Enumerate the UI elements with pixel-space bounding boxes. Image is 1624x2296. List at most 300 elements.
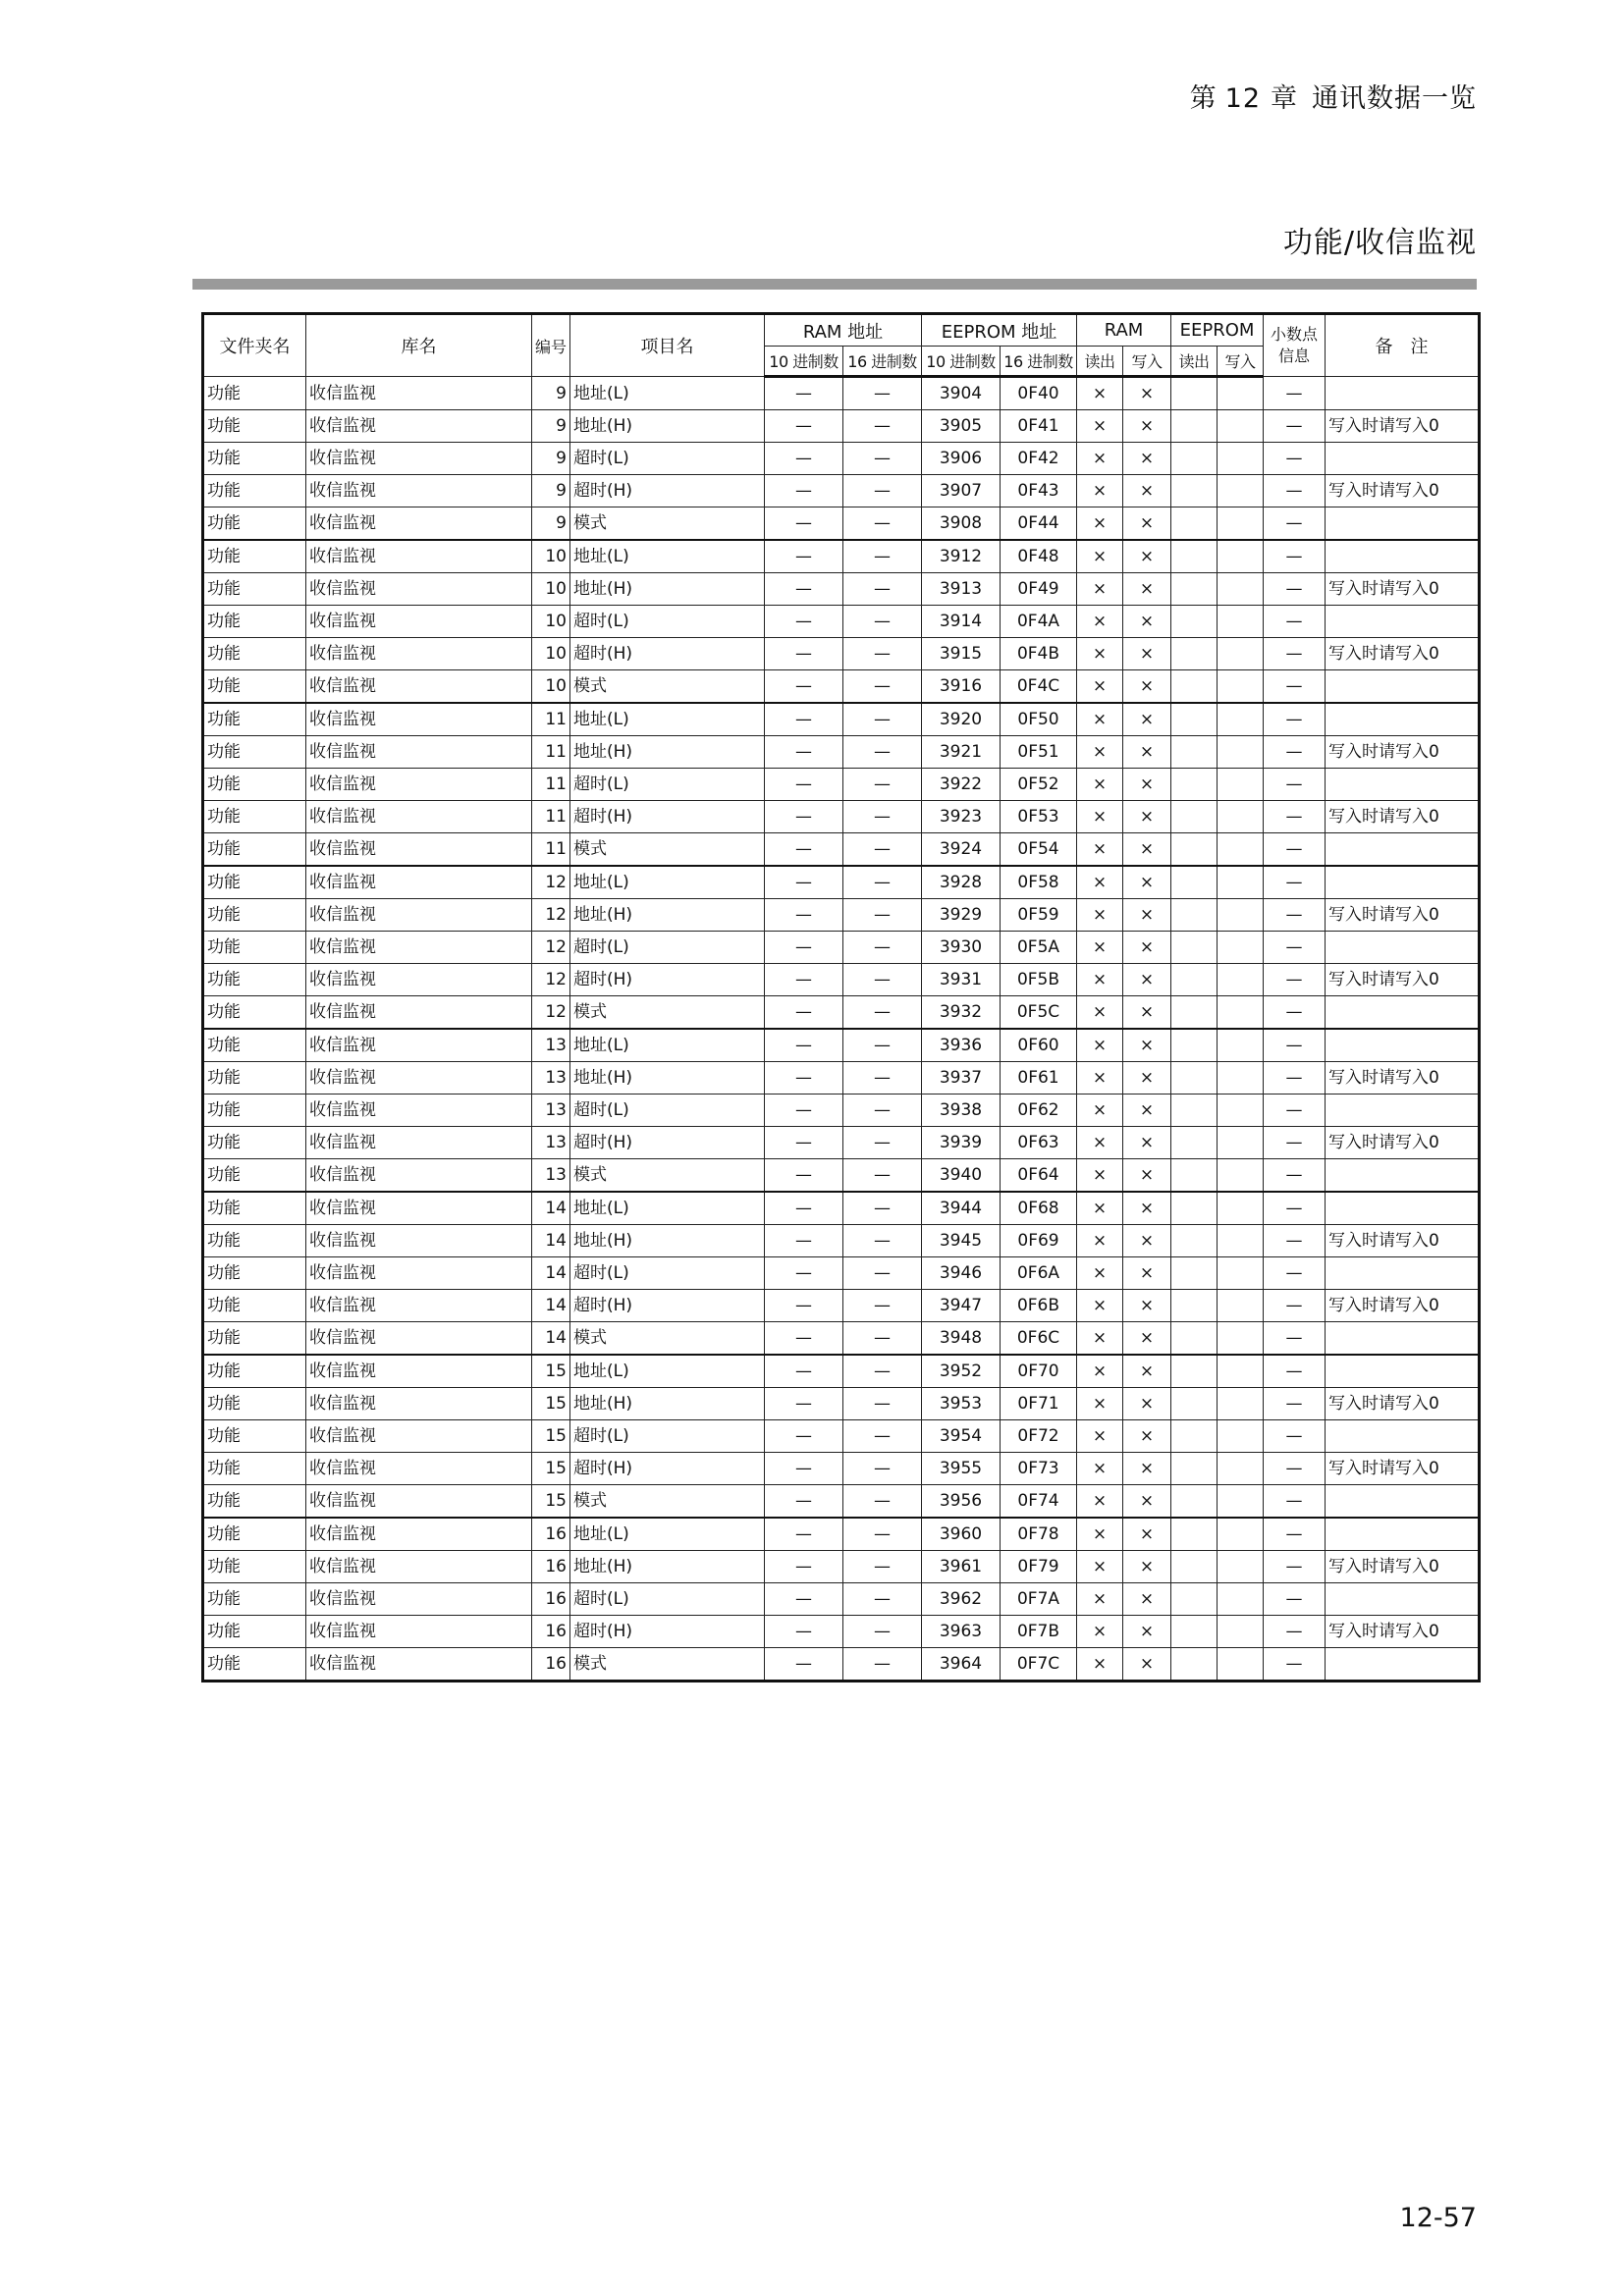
col-library: 库名 [306, 314, 532, 377]
cell-note [1326, 670, 1480, 704]
cell-ram-w: × [1123, 1322, 1171, 1356]
cell-library: 收信监视 [306, 638, 532, 670]
cell-no: 12 [532, 996, 570, 1030]
cell-ram10: — [765, 1355, 843, 1388]
cell-library: 收信监视 [306, 801, 532, 833]
col-ram-read: 读出 [1077, 347, 1123, 377]
cell-folder: 功能 [203, 1127, 306, 1159]
cell-folder: 功能 [203, 1648, 306, 1682]
cell-note: 写入时请写入0 [1326, 736, 1480, 769]
cell-ee-r [1171, 1225, 1218, 1257]
cell-ee16: 0F42 [1001, 443, 1077, 475]
cell-item: 超时(H) [570, 1453, 765, 1485]
cell-ram-r: × [1077, 1159, 1123, 1193]
cell-ee10: 3946 [922, 1257, 1001, 1290]
cell-ram-r: × [1077, 1616, 1123, 1648]
cell-no: 10 [532, 638, 570, 670]
cell-item: 地址(L) [570, 1355, 765, 1388]
cell-ee-w [1218, 1257, 1264, 1290]
cell-ram10: — [765, 1290, 843, 1322]
cell-ee10: 3920 [922, 703, 1001, 736]
chapter-suffix: 章 [1271, 83, 1298, 114]
cell-ee-r [1171, 1518, 1218, 1551]
cell-folder: 功能 [203, 638, 306, 670]
cell-ee-r [1171, 1322, 1218, 1356]
cell-ram10: — [765, 670, 843, 704]
cell-no: 15 [532, 1355, 570, 1388]
cell-ee10: 3937 [922, 1062, 1001, 1095]
cell-ram16: — [843, 1095, 922, 1127]
cell-ram10: — [765, 1518, 843, 1551]
cell-ee16: 0F6C [1001, 1322, 1077, 1356]
cell-item: 地址(H) [570, 1388, 765, 1420]
cell-ram16: — [843, 1355, 922, 1388]
cell-note: 写入时请写入0 [1326, 573, 1480, 606]
cell-ram-w: × [1123, 638, 1171, 670]
table-row [203, 1648, 1480, 1682]
cell-ram16: — [843, 899, 922, 932]
cell-ee10: 3931 [922, 964, 1001, 996]
cell-ee-r [1171, 410, 1218, 443]
cell-ee10: 3912 [922, 540, 1001, 573]
cell-ram16: — [843, 736, 922, 769]
cell-ee-r [1171, 443, 1218, 475]
cell-note: 写入时请写入0 [1326, 475, 1480, 507]
cell-ee10: 3961 [922, 1551, 1001, 1583]
cell-ram16: — [843, 801, 922, 833]
cell-ram16: — [843, 1388, 922, 1420]
col-folder: 文件夹名 [203, 314, 306, 377]
cell-ram-w: × [1123, 1159, 1171, 1193]
cell-ee16: 0F54 [1001, 833, 1077, 867]
cell-item: 超时(L) [570, 606, 765, 638]
cell-folder: 功能 [203, 1257, 306, 1290]
cell-ram-r: × [1077, 1355, 1123, 1388]
cell-dp: — [1264, 573, 1326, 606]
cell-ee10: 3928 [922, 866, 1001, 899]
cell-dp: — [1264, 1616, 1326, 1648]
cell-ram-w: × [1123, 573, 1171, 606]
cell-note [1326, 1583, 1480, 1616]
table-row [203, 1127, 1480, 1159]
cell-item: 超时(H) [570, 1616, 765, 1648]
cell-note [1326, 1257, 1480, 1290]
cell-ee-r [1171, 540, 1218, 573]
cell-item: 模式 [570, 507, 765, 541]
table-row [203, 833, 1480, 867]
cell-ee-w [1218, 443, 1264, 475]
cell-dp: — [1264, 443, 1326, 475]
cell-ram-r: × [1077, 1648, 1123, 1682]
cell-no: 13 [532, 1127, 570, 1159]
cell-dp: — [1264, 1551, 1326, 1583]
cell-ram-r: × [1077, 801, 1123, 833]
cell-note [1326, 703, 1480, 736]
cell-folder: 功能 [203, 540, 306, 573]
table-row [203, 1225, 1480, 1257]
cell-no: 10 [532, 670, 570, 704]
cell-dp: — [1264, 1062, 1326, 1095]
cell-ee-r [1171, 1290, 1218, 1322]
cell-ram16: — [843, 410, 922, 443]
cell-ee16: 0F72 [1001, 1420, 1077, 1453]
cell-ee16: 0F63 [1001, 1127, 1077, 1159]
cell-ram-r: × [1077, 1551, 1123, 1583]
table-row [203, 1420, 1480, 1453]
cell-ram16: — [843, 1518, 922, 1551]
cell-ram-w: × [1123, 866, 1171, 899]
table-row [203, 1095, 1480, 1127]
cell-ee10: 3953 [922, 1388, 1001, 1420]
cell-no: 9 [532, 507, 570, 541]
cell-ee-w [1218, 475, 1264, 507]
cell-item: 超时(H) [570, 475, 765, 507]
cell-no: 13 [532, 1029, 570, 1062]
cell-ram10: — [765, 996, 843, 1030]
cell-ee-r [1171, 1257, 1218, 1290]
cell-ee16: 0F50 [1001, 703, 1077, 736]
cell-ram10: — [765, 964, 843, 996]
cell-ram-w: × [1123, 1192, 1171, 1225]
cell-ram10: — [765, 1062, 843, 1095]
section-title: 功能/收信监视 [1282, 226, 1477, 260]
cell-ee16: 0F58 [1001, 866, 1077, 899]
cell-ee10: 3945 [922, 1225, 1001, 1257]
cell-ram-w: × [1123, 443, 1171, 475]
cell-note [1326, 932, 1480, 964]
cell-ram16: — [843, 996, 922, 1030]
cell-note [1326, 1518, 1480, 1551]
cell-ee10: 3929 [922, 899, 1001, 932]
cell-no: 12 [532, 964, 570, 996]
cell-no: 9 [532, 443, 570, 475]
cell-ee10: 3936 [922, 1029, 1001, 1062]
cell-no: 15 [532, 1420, 570, 1453]
table-row [203, 1616, 1480, 1648]
cell-item: 超时(H) [570, 1127, 765, 1159]
cell-ee10: 3916 [922, 670, 1001, 704]
cell-ee-w [1218, 1485, 1264, 1519]
cell-dp: — [1264, 1257, 1326, 1290]
cell-ee16: 0F51 [1001, 736, 1077, 769]
cell-ee-r [1171, 932, 1218, 964]
cell-ram-w: × [1123, 1290, 1171, 1322]
table-row [203, 1322, 1480, 1356]
cell-ee-r [1171, 866, 1218, 899]
cell-no: 14 [532, 1225, 570, 1257]
cell-ram-w: × [1123, 1551, 1171, 1583]
cell-ee-r [1171, 769, 1218, 801]
cell-ee-r [1171, 638, 1218, 670]
cell-ram-w: × [1123, 1453, 1171, 1485]
cell-ram10: — [765, 932, 843, 964]
table-row [203, 1290, 1480, 1322]
cell-no: 16 [532, 1518, 570, 1551]
cell-ee16: 0F53 [1001, 801, 1077, 833]
cell-ee-r [1171, 1551, 1218, 1583]
cell-ee-w [1218, 1583, 1264, 1616]
cell-ee-w [1218, 540, 1264, 573]
cell-ee-w [1218, 1388, 1264, 1420]
cell-ee10: 3940 [922, 1159, 1001, 1193]
cell-ram-r: × [1077, 1225, 1123, 1257]
cell-ram-r: × [1077, 1485, 1123, 1519]
table-body [203, 377, 1480, 1682]
cell-item: 超时(H) [570, 1290, 765, 1322]
cell-ram-r: × [1077, 1583, 1123, 1616]
cell-item: 超时(H) [570, 638, 765, 670]
cell-ee16: 0F79 [1001, 1551, 1077, 1583]
cell-ram-r: × [1077, 540, 1123, 573]
cell-ee-w [1218, 573, 1264, 606]
cell-ee10: 3904 [922, 377, 1001, 410]
cell-ram16: — [843, 1192, 922, 1225]
cell-ram-w: × [1123, 1518, 1171, 1551]
cell-ee16: 0F64 [1001, 1159, 1077, 1193]
cell-dp: — [1264, 1420, 1326, 1453]
cell-no: 14 [532, 1257, 570, 1290]
cell-library: 收信监视 [306, 540, 532, 573]
col-number: 编号 [532, 314, 570, 377]
cell-library: 收信监视 [306, 932, 532, 964]
cell-folder: 功能 [203, 1355, 306, 1388]
cell-item: 模式 [570, 1485, 765, 1519]
cell-ram16: — [843, 1616, 922, 1648]
cell-ram-r: × [1077, 866, 1123, 899]
cell-ee16: 0F7A [1001, 1583, 1077, 1616]
cell-ee-r [1171, 1062, 1218, 1095]
cell-folder: 功能 [203, 377, 306, 410]
cell-ram-w: × [1123, 1616, 1171, 1648]
cell-no: 11 [532, 703, 570, 736]
table-row [203, 443, 1480, 475]
cell-library: 收信监视 [306, 1616, 532, 1648]
cell-folder: 功能 [203, 932, 306, 964]
cell-ee16: 0F7B [1001, 1616, 1077, 1648]
cell-folder: 功能 [203, 1388, 306, 1420]
cell-ee-w [1218, 1355, 1264, 1388]
cell-ram16: — [843, 443, 922, 475]
cell-ram10: — [765, 899, 843, 932]
cell-ram-r: × [1077, 573, 1123, 606]
cell-note: 写入时请写入0 [1326, 1388, 1480, 1420]
cell-ram16: — [843, 670, 922, 704]
cell-ram-r: × [1077, 443, 1123, 475]
table-row [203, 606, 1480, 638]
cell-ram-r: × [1077, 1290, 1123, 1322]
cell-ee-r [1171, 1453, 1218, 1485]
cell-no: 11 [532, 801, 570, 833]
cell-library: 收信监视 [306, 573, 532, 606]
cell-ram-r: × [1077, 1518, 1123, 1551]
cell-no: 15 [532, 1388, 570, 1420]
cell-ram-r: × [1077, 377, 1123, 410]
cell-note [1326, 866, 1480, 899]
cell-ram-w: × [1123, 1127, 1171, 1159]
cell-no: 14 [532, 1192, 570, 1225]
col-item: 项目名 [570, 314, 765, 377]
cell-ee10: 3964 [922, 1648, 1001, 1682]
cell-library: 收信监视 [306, 833, 532, 867]
cell-ram-r: × [1077, 507, 1123, 541]
cell-ee16: 0F49 [1001, 573, 1077, 606]
chapter-title: 通讯数据一览 [1312, 83, 1477, 114]
cell-item: 地址(L) [570, 540, 765, 573]
cell-ram-r: × [1077, 964, 1123, 996]
cell-ram10: — [765, 1159, 843, 1193]
cell-ram-r: × [1077, 932, 1123, 964]
cell-ee16: 0F6A [1001, 1257, 1077, 1290]
cell-ram-w: × [1123, 670, 1171, 704]
cell-ram-r: × [1077, 1453, 1123, 1485]
cell-item: 超时(L) [570, 443, 765, 475]
cell-library: 收信监视 [306, 1420, 532, 1453]
cell-ee-r [1171, 833, 1218, 867]
cell-dp: — [1264, 670, 1326, 704]
cell-library: 收信监视 [306, 703, 532, 736]
cell-ram-w: × [1123, 996, 1171, 1030]
table-row [203, 801, 1480, 833]
cell-folder: 功能 [203, 1518, 306, 1551]
cell-ee-r [1171, 1648, 1218, 1682]
cell-dp: — [1264, 801, 1326, 833]
table-row [203, 1159, 1480, 1193]
cell-folder: 功能 [203, 443, 306, 475]
table-row [203, 899, 1480, 932]
cell-ram10: — [765, 1388, 843, 1420]
cell-ee-r [1171, 964, 1218, 996]
cell-no: 16 [532, 1551, 570, 1583]
cell-item: 地址(H) [570, 899, 765, 932]
cell-no: 12 [532, 899, 570, 932]
cell-ram16: — [843, 1453, 922, 1485]
cell-note [1326, 1192, 1480, 1225]
cell-ram-r: × [1077, 769, 1123, 801]
cell-ee16: 0F6B [1001, 1290, 1077, 1322]
cell-ee-w [1218, 1551, 1264, 1583]
cell-folder: 功能 [203, 1583, 306, 1616]
cell-ee16: 0F5C [1001, 996, 1077, 1030]
cell-ram10: — [765, 1453, 843, 1485]
chapter-prefix: 第 [1189, 83, 1218, 114]
cell-ee-w [1218, 507, 1264, 541]
cell-ram-r: × [1077, 899, 1123, 932]
cell-no: 10 [532, 573, 570, 606]
cell-ee-w [1218, 638, 1264, 670]
cell-ram10: — [765, 377, 843, 410]
cell-folder: 功能 [203, 736, 306, 769]
cell-item: 超时(L) [570, 1420, 765, 1453]
cell-folder: 功能 [203, 801, 306, 833]
cell-ram-w: × [1123, 1062, 1171, 1095]
cell-item: 模式 [570, 1322, 765, 1356]
cell-ee-r [1171, 899, 1218, 932]
cell-no: 12 [532, 932, 570, 964]
cell-ee16: 0F78 [1001, 1518, 1077, 1551]
cell-folder: 功能 [203, 573, 306, 606]
cell-library: 收信监视 [306, 1485, 532, 1519]
cell-ee-w [1218, 1420, 1264, 1453]
cell-ram10: — [765, 866, 843, 899]
cell-ram10: — [765, 606, 843, 638]
table-row [203, 1388, 1480, 1420]
cell-ram10: — [765, 1583, 843, 1616]
cell-ram16: — [843, 1290, 922, 1322]
cell-item: 地址(L) [570, 377, 765, 410]
cell-ee-r [1171, 507, 1218, 541]
cell-ram-w: × [1123, 1583, 1171, 1616]
cell-folder: 功能 [203, 1192, 306, 1225]
cell-item: 超时(H) [570, 964, 765, 996]
cell-ee10: 3960 [922, 1518, 1001, 1551]
cell-ram10: — [765, 801, 843, 833]
cell-note [1326, 1322, 1480, 1356]
cell-note [1326, 769, 1480, 801]
cell-ram10: — [765, 833, 843, 867]
cell-ee-r [1171, 1127, 1218, 1159]
cell-ee10: 3922 [922, 769, 1001, 801]
cell-folder: 功能 [203, 507, 306, 541]
cell-ram10: — [765, 573, 843, 606]
table-row [203, 573, 1480, 606]
cell-ram-w: × [1123, 1355, 1171, 1388]
cell-ee16: 0F41 [1001, 410, 1077, 443]
cell-no: 13 [532, 1159, 570, 1193]
table-row [203, 1583, 1480, 1616]
cell-no: 10 [532, 606, 570, 638]
cell-ram-r: × [1077, 1257, 1123, 1290]
cell-ee10: 3923 [922, 801, 1001, 833]
cell-item: 地址(H) [570, 1551, 765, 1583]
table-row [203, 507, 1480, 541]
cell-ee10: 3907 [922, 475, 1001, 507]
cell-folder: 功能 [203, 1159, 306, 1193]
cell-folder: 功能 [203, 1453, 306, 1485]
cell-ram-w: × [1123, 606, 1171, 638]
cell-note: 写入时请写入0 [1326, 1616, 1480, 1648]
cell-dp: — [1264, 1485, 1326, 1519]
cell-ram16: — [843, 1420, 922, 1453]
cell-folder: 功能 [203, 1551, 306, 1583]
cell-ee-r [1171, 1095, 1218, 1127]
cell-ee16: 0F70 [1001, 1355, 1077, 1388]
cell-ee-r [1171, 703, 1218, 736]
cell-item: 地址(H) [570, 1225, 765, 1257]
table-row [203, 769, 1480, 801]
cell-item: 模式 [570, 670, 765, 704]
cell-ram10: — [765, 1485, 843, 1519]
cell-note: 写入时请写入0 [1326, 1127, 1480, 1159]
cell-ram16: — [843, 606, 922, 638]
cell-ee-w [1218, 1062, 1264, 1095]
cell-library: 收信监视 [306, 475, 532, 507]
cell-ee-r [1171, 996, 1218, 1030]
cell-ee10: 3914 [922, 606, 1001, 638]
cell-no: 16 [532, 1616, 570, 1648]
cell-note: 写入时请写入0 [1326, 1453, 1480, 1485]
cell-library: 收信监视 [306, 1518, 532, 1551]
comm-data-table [201, 312, 1481, 1682]
cell-item: 模式 [570, 996, 765, 1030]
cell-no: 10 [532, 540, 570, 573]
cell-ee-w [1218, 866, 1264, 899]
cell-note [1326, 996, 1480, 1030]
cell-ram-r: × [1077, 736, 1123, 769]
cell-ram16: — [843, 377, 922, 410]
cell-ee16: 0F62 [1001, 1095, 1077, 1127]
cell-ram10: — [765, 736, 843, 769]
cell-ee10: 3924 [922, 833, 1001, 867]
